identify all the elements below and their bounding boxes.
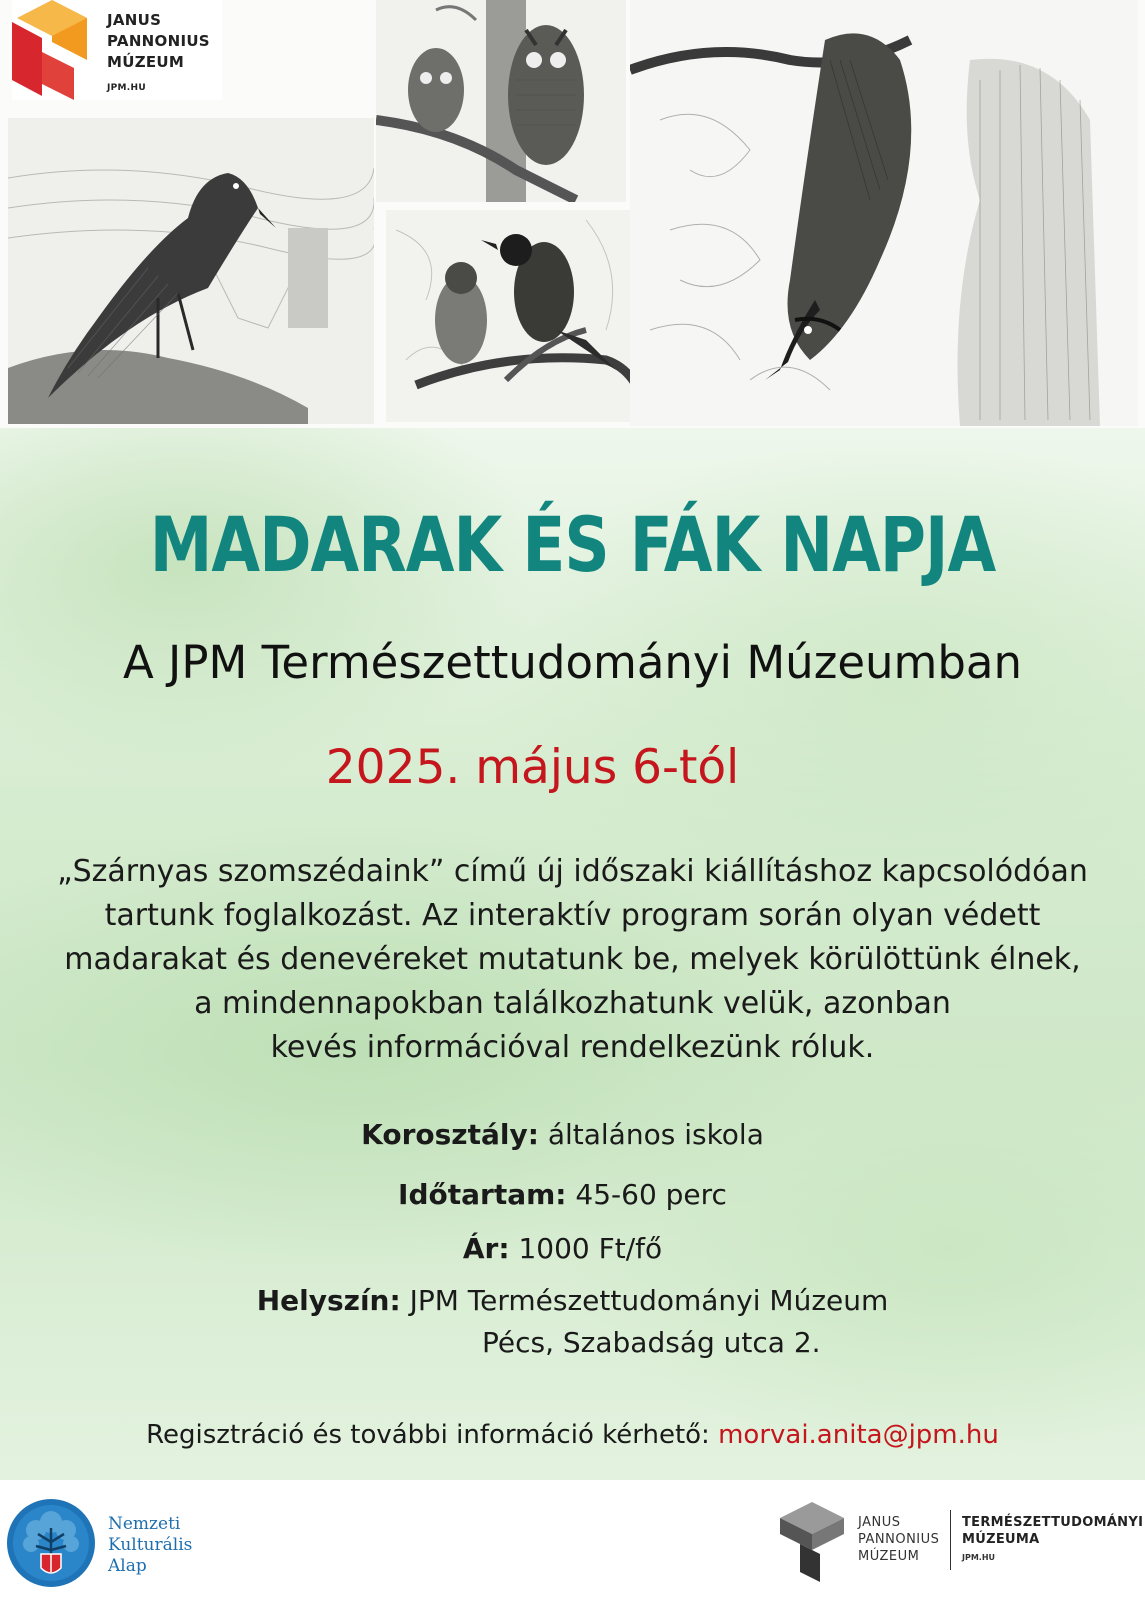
location-value: JPM Természettudományi Múzeum — [409, 1284, 889, 1317]
age-group-label: Korosztály: — [361, 1118, 539, 1151]
age-group-value: általános iskola — [547, 1118, 764, 1151]
price-value: 1000 Ft/fő — [518, 1232, 663, 1265]
museum-line: MÚZEUMA — [962, 1532, 1040, 1547]
jpm-footer-name — [858, 1514, 939, 1565]
event-description — [20, 850, 1125, 1070]
description-line: a mindennapokban találkozhatunk velük, azonban — [194, 986, 951, 1021]
event-content — [0, 428, 1145, 1480]
description-line: tartunk foglalkozást. Az interaktív program során olyan védett — [104, 898, 1041, 933]
registration-email-link[interactable]: morvai.anita@jpm.hu — [718, 1420, 999, 1450]
duration-label: Időtartam: — [398, 1178, 567, 1211]
duration-value: 45-60 perc — [575, 1178, 727, 1211]
location-label: Helyszín: — [256, 1284, 401, 1317]
footer-divider — [950, 1510, 951, 1570]
age-group-row — [0, 1118, 1135, 1151]
event-title: MADARAK ÉS FÁK NAPJA — [149, 500, 996, 589]
jpm-footer-line: JANUS — [858, 1515, 901, 1530]
description-line: kevés információval rendelkezünk róluk. — [270, 1030, 875, 1065]
logo-line: JANUS — [107, 11, 162, 29]
nka-line: Alap — [108, 1556, 147, 1576]
description-line: madarakat és denevéreket mutatunk be, melyek körülöttünk élnek, — [64, 942, 1081, 977]
nuthatch-illustration — [630, 0, 1138, 426]
duration-row — [0, 1178, 1135, 1211]
jpm-footer-line: MÚZEUM — [858, 1549, 920, 1564]
starling-illustration — [8, 118, 374, 424]
jpm-museum-mark-icon — [780, 1502, 844, 1582]
footer-web: JPM.HU — [962, 1553, 996, 1562]
nka-line: Nemzeti — [108, 1514, 181, 1534]
nka-line: Kulturális — [108, 1535, 193, 1555]
event-subtitle: A JPM Természettudományi Múzeumban — [122, 636, 1023, 689]
jpm-cube-icon — [12, 0, 92, 100]
logo-line: MÚZEUM — [107, 53, 185, 71]
location-row — [0, 1284, 1145, 1317]
jpm-footer-line: PANNONIUS — [858, 1532, 940, 1547]
logo-line: PANNONIUS — [107, 32, 210, 50]
illustration-band — [0, 0, 1145, 428]
logo-web: JPM.HU — [107, 83, 146, 93]
registration-line — [0, 1420, 1145, 1450]
jpm-logo — [12, 0, 222, 100]
owls-illustration — [376, 0, 626, 202]
registration-text: Regisztráció és további információ kérhető: — [146, 1420, 710, 1450]
footer — [0, 1480, 1145, 1600]
price-row — [0, 1232, 1135, 1265]
redstarts-illustration — [386, 210, 656, 422]
description-line: „Szárnyas szomszédaink” című új időszaki kiállításhoz kapcsolódóan — [57, 854, 1088, 889]
nka-logo-text — [108, 1514, 192, 1577]
event-date: 2025. május 6-tól — [325, 740, 740, 795]
natural-history-museum-name — [962, 1514, 1143, 1548]
price-label: Ár: — [462, 1232, 510, 1265]
nka-tree-icon — [6, 1498, 96, 1588]
museum-line: TERMÉSZETTUDOMÁNYI — [962, 1515, 1144, 1530]
location-address: Pécs, Szabadság utca 2. — [482, 1326, 821, 1359]
